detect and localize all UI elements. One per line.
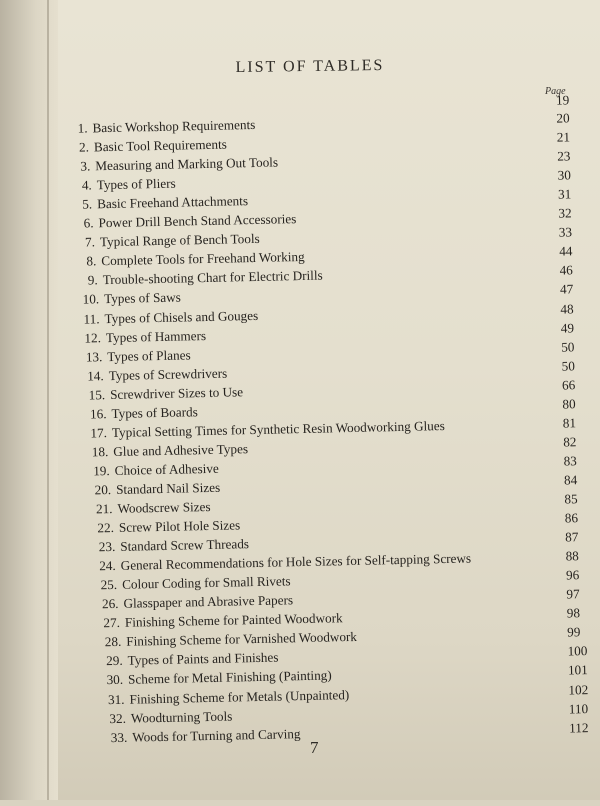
table-title: General Recommendations for Hole Sizes for Self-tapping Screws — [120, 550, 472, 573]
table-number: 17. — [90, 424, 108, 441]
table-title: Basic Tool Requirements — [93, 136, 227, 155]
table-title: Types of Chisels and Gouges — [104, 307, 259, 326]
table-number: 14. — [87, 367, 104, 384]
table-number: 21. — [95, 501, 113, 517]
table-page-number: 33 — [558, 224, 573, 240]
table-page-number: 85 — [564, 491, 578, 507]
table-page-number: 31 — [557, 186, 572, 202]
table-page-number: 30 — [557, 167, 571, 183]
table-page-number: 99 — [567, 624, 581, 640]
table-title: Glue and Adhesive Types — [113, 441, 249, 459]
table-title: Measuring and Marking Out Tools — [95, 154, 279, 174]
table-number: 25. — [100, 577, 118, 593]
table-page-number: 82 — [563, 434, 577, 450]
table-title: Standard Screw Threads — [120, 536, 250, 554]
table-title: Scheme for Metal Finishing (Painting) — [127, 667, 332, 688]
table-title: Screwdriver Sizes to Use — [109, 383, 244, 402]
table-title: Glasspaper and Abrasive Papers — [123, 592, 294, 612]
table-title: Finishing Scheme for Metals (Unpainted) — [129, 686, 350, 707]
table-title: Types of Screwdrivers — [108, 365, 228, 383]
table-number: 16. — [89, 405, 107, 422]
table-title: Types of Boards — [111, 403, 198, 421]
table-number: 2. — [78, 139, 90, 155]
table-number: 6. — [83, 215, 94, 231]
table-page-number: 110 — [568, 700, 589, 717]
table-title: Finishing Scheme for Varnished Woodwork — [126, 629, 358, 650]
table-number: 20. — [94, 481, 112, 498]
table-page-number: 87 — [565, 529, 579, 545]
table-title: Woodscrew Sizes — [117, 498, 211, 516]
table-number: 1. — [77, 120, 88, 136]
table-title: Colour Coding for Small Rivets — [121, 573, 291, 593]
table-title: Types of Planes — [107, 346, 191, 364]
table-page-number: 100 — [567, 643, 588, 659]
table-number: 29. — [106, 653, 123, 669]
table-number: 32. — [109, 710, 127, 726]
table-number: 9. — [87, 272, 98, 288]
table-page-number: 44 — [559, 243, 573, 259]
table-number: 5. — [82, 196, 93, 212]
table-page-number: 98 — [566, 605, 581, 621]
table-page-number: 50 — [561, 338, 575, 355]
table-page-number: 81 — [562, 415, 577, 431]
table-title: Types of Pliers — [96, 175, 176, 193]
table-page-number: 102 — [568, 681, 589, 698]
table-page-number: 96 — [565, 567, 580, 583]
page-title: LIST OF TABLES — [235, 56, 385, 77]
page-column-heading: Page — [545, 86, 566, 97]
table-title: Types of Paints and Finishes — [127, 649, 279, 669]
table-page-number: 97 — [566, 586, 580, 602]
table-title: Woodturning Tools — [130, 708, 233, 726]
table-page-number: 84 — [563, 472, 578, 488]
table-page-number: 80 — [562, 396, 576, 412]
table-number: 7. — [84, 234, 96, 250]
table-title: Typical Range of Bench Tools — [99, 231, 260, 250]
table-number: 11. — [83, 310, 100, 327]
table-number: 30. — [106, 672, 124, 688]
table-number: 10. — [82, 291, 100, 308]
table-number: 15. — [88, 386, 106, 403]
table-title: Basic Workshop Requirements — [92, 116, 256, 136]
table-title: Power Drill Bench Stand Accessories — [98, 211, 297, 231]
table-number: 26. — [101, 596, 119, 612]
table-number: 8. — [86, 253, 97, 269]
table-page-number: 21 — [556, 129, 571, 145]
table-title: Trouble-shooting Chart for Electric Drills — [102, 267, 323, 288]
table-page-number: 20 — [556, 110, 570, 126]
table-number: 4. — [81, 177, 92, 193]
table-title: Screw Pilot Hole Sizes — [118, 517, 241, 535]
table-page-number: 46 — [559, 262, 573, 278]
table-page-number: 50 — [561, 357, 575, 374]
table-page-number: 86 — [564, 510, 579, 526]
table-title: Types of Hammers — [105, 327, 207, 345]
table-number: 28. — [104, 634, 122, 650]
table-page-number: 101 — [567, 662, 588, 678]
table-number: 18. — [91, 443, 109, 460]
first-page-number: 19 — [555, 92, 570, 108]
table-page-number: 47 — [559, 281, 574, 298]
table-page-number: 66 — [561, 376, 576, 393]
table-page-number: 48 — [560, 300, 574, 317]
table-number: 31. — [107, 691, 125, 707]
table-number: 33. — [110, 729, 128, 745]
table-title: Typical Setting Times for Synthetic Resin Woodworking Glues — [111, 417, 445, 440]
table-number: 27. — [103, 615, 121, 631]
table-number: 19. — [93, 462, 110, 479]
table-page-number: 49 — [560, 319, 575, 336]
page-folio-number: 7 — [310, 738, 319, 757]
table-title: Complete Tools for Freehand Working — [101, 249, 305, 269]
table-title: Finishing Scheme for Painted Woodwork — [124, 610, 343, 631]
table-title: Choice of Adhesive — [114, 460, 219, 478]
table-page-number: 88 — [565, 548, 579, 564]
table-page-number: 83 — [563, 453, 577, 469]
table-number: 22. — [97, 520, 115, 536]
table-page-number: 32 — [558, 205, 572, 221]
table-number: 24. — [99, 558, 116, 574]
table-number: 13. — [85, 348, 103, 365]
table-title: Standard Nail Sizes — [115, 479, 221, 497]
table-title: Basic Freehand Attachments — [96, 193, 249, 212]
table-title: Types of Saws — [103, 289, 182, 307]
table-number: 12. — [84, 329, 102, 346]
table-page-number: 112 — [569, 719, 589, 736]
table-page-number: 23 — [557, 148, 571, 164]
table-number: 3. — [80, 158, 91, 174]
table-number: 23. — [98, 539, 116, 555]
table-title: Woods for Turning and Carving — [132, 725, 301, 745]
